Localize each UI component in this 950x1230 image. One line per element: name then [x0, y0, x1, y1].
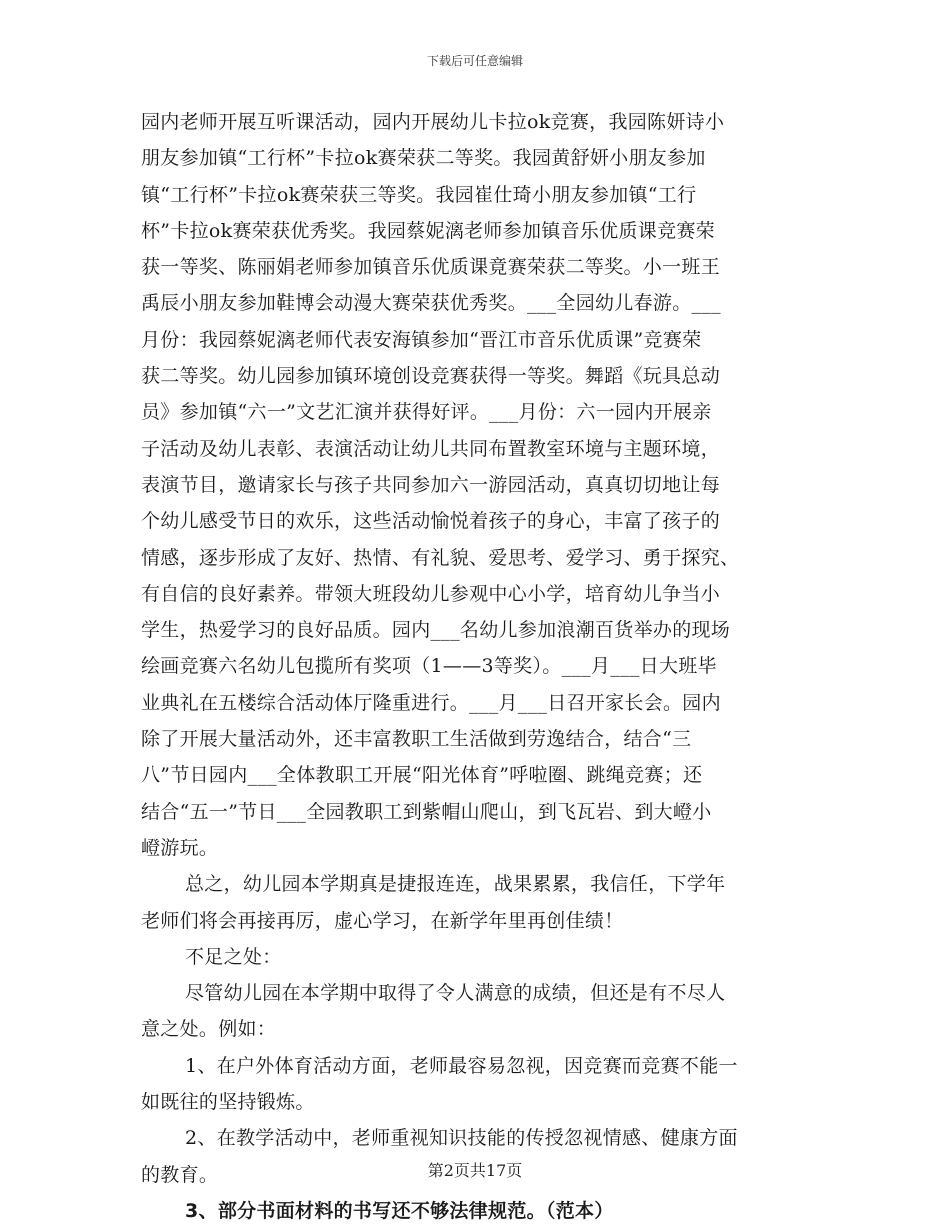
text-line: 尽管幼儿园在本学期中取得了令人满意的成绩，但还是有不尽人 [185, 982, 726, 1005]
text-line: 朋友参加镇“工行杯”卡拉ok赛荣获二等奖。我园黄舒妍小朋友参加 [141, 147, 706, 170]
list-item-3: 3、部分书面材料的书写还不够法律规范。（范本） [185, 1199, 614, 1222]
text-line: 有自信的良好素养。带领大班段幼儿参观中心小学，培育幼儿争当小 [141, 582, 721, 605]
text-line: 镇“工行杯”卡拉ok赛荣获三等奖。我园崔仕琦小朋友参加镇“工行 [141, 183, 697, 206]
text-line: 嶝游玩。 [141, 836, 219, 859]
text-line: 除了开展大量活动外，还丰富教职工生活做到劳逸结合，结合“三 [141, 728, 692, 751]
document-body [141, 104, 809, 1229]
list-item-2-continued: 的教育。 [141, 1163, 219, 1186]
text-line: 结合“五一”节日___全园教职工到紫帽山爬山，到飞瓦岩、到大嶝小 [141, 800, 712, 823]
text-line: 月份：我园蔡妮漓老师代表安海镇参加“晋江市音乐优质课”竞赛荣 [141, 328, 702, 351]
text-line: 杯”卡拉ok赛荣获优秀奖。我园蔡妮漓老师参加镇音乐优质课竞赛荣 [141, 219, 715, 242]
summary-paragraph-line: 总之，幼儿园本学期真是捷报连连，战果累累，我信任，下学年 [185, 873, 726, 896]
text-line: 业典礼在五楼综合活动体厅隆重进行。___月___日召开家长会。园内 [141, 691, 721, 714]
page-header-note: 下载后可任意编辑 [426, 54, 523, 68]
list-item-1: 1、在户外体育活动方面，老师最容易忽视，因竞赛而竞赛不能一 [185, 1054, 738, 1077]
text-line: 表演节目，邀请家长与孩子共同参加六一游园活动，真真切切地让每 [141, 473, 721, 496]
text-line: 学生，热爱学习的良好品质。园内___名幼儿参加浪潮百货举办的现场 [141, 619, 731, 642]
text-line: 意之处。例如： [141, 1018, 277, 1041]
text-line: 情感，逐步形成了友好、热情、有礼貌、爱思考、爱学习、勇于探究、 [141, 546, 740, 569]
text-line: 八”节日园内___全体教职工开展“阳光体育”呼啦圈、跳绳竞赛；还 [141, 764, 703, 787]
text-line: 获一等奖、陈丽娟老师参加镇音乐优质课竟赛荣获二等奖。小一班王 [141, 256, 721, 279]
page-number: 第2页共17页 [427, 1161, 523, 1180]
text-line: 园内老师开展互听课活动，园内开展幼儿卡拉ok竞赛，我园陈妍诗小 [141, 111, 725, 133]
text-line: 绘画竞赛六名幼儿包揽所有奖项（1——3等奖）。___月___日大班毕 [141, 655, 717, 678]
text-line: 禹辰小朋友参加鞋博会动漫大赛荣获优秀奖。___全园幼儿春游。___ [141, 292, 721, 315]
text-line: 个幼儿感受节日的欢乐，这些活动愉悦着孩子的身心，丰富了孩子的 [141, 510, 721, 533]
section-heading-shortcomings: 不足之处： [185, 945, 282, 968]
text-line: 员》参加镇“六一”文艺汇演并获得好评。___月份：六一园内开展亲 [141, 401, 712, 424]
text-line: 获二等奖。幼儿园参加镇环境创设竞赛获得一等奖。舞蹈《玩具总动 [141, 365, 721, 388]
list-item-2: 2、在教学活动中，老师重视知识技能的传授忽视情感、健康方面 [185, 1127, 738, 1150]
list-item-1-continued: 如既往的坚持锻炼。 [141, 1091, 315, 1114]
summary-paragraph-line: 老师们将会再接再厉，虚心学习，在新学年里再创佳绩！ [141, 909, 624, 932]
text-line: 子活动及幼儿表彰、表演活动让幼儿共同布置教室环境与主题环境， [141, 437, 721, 460]
